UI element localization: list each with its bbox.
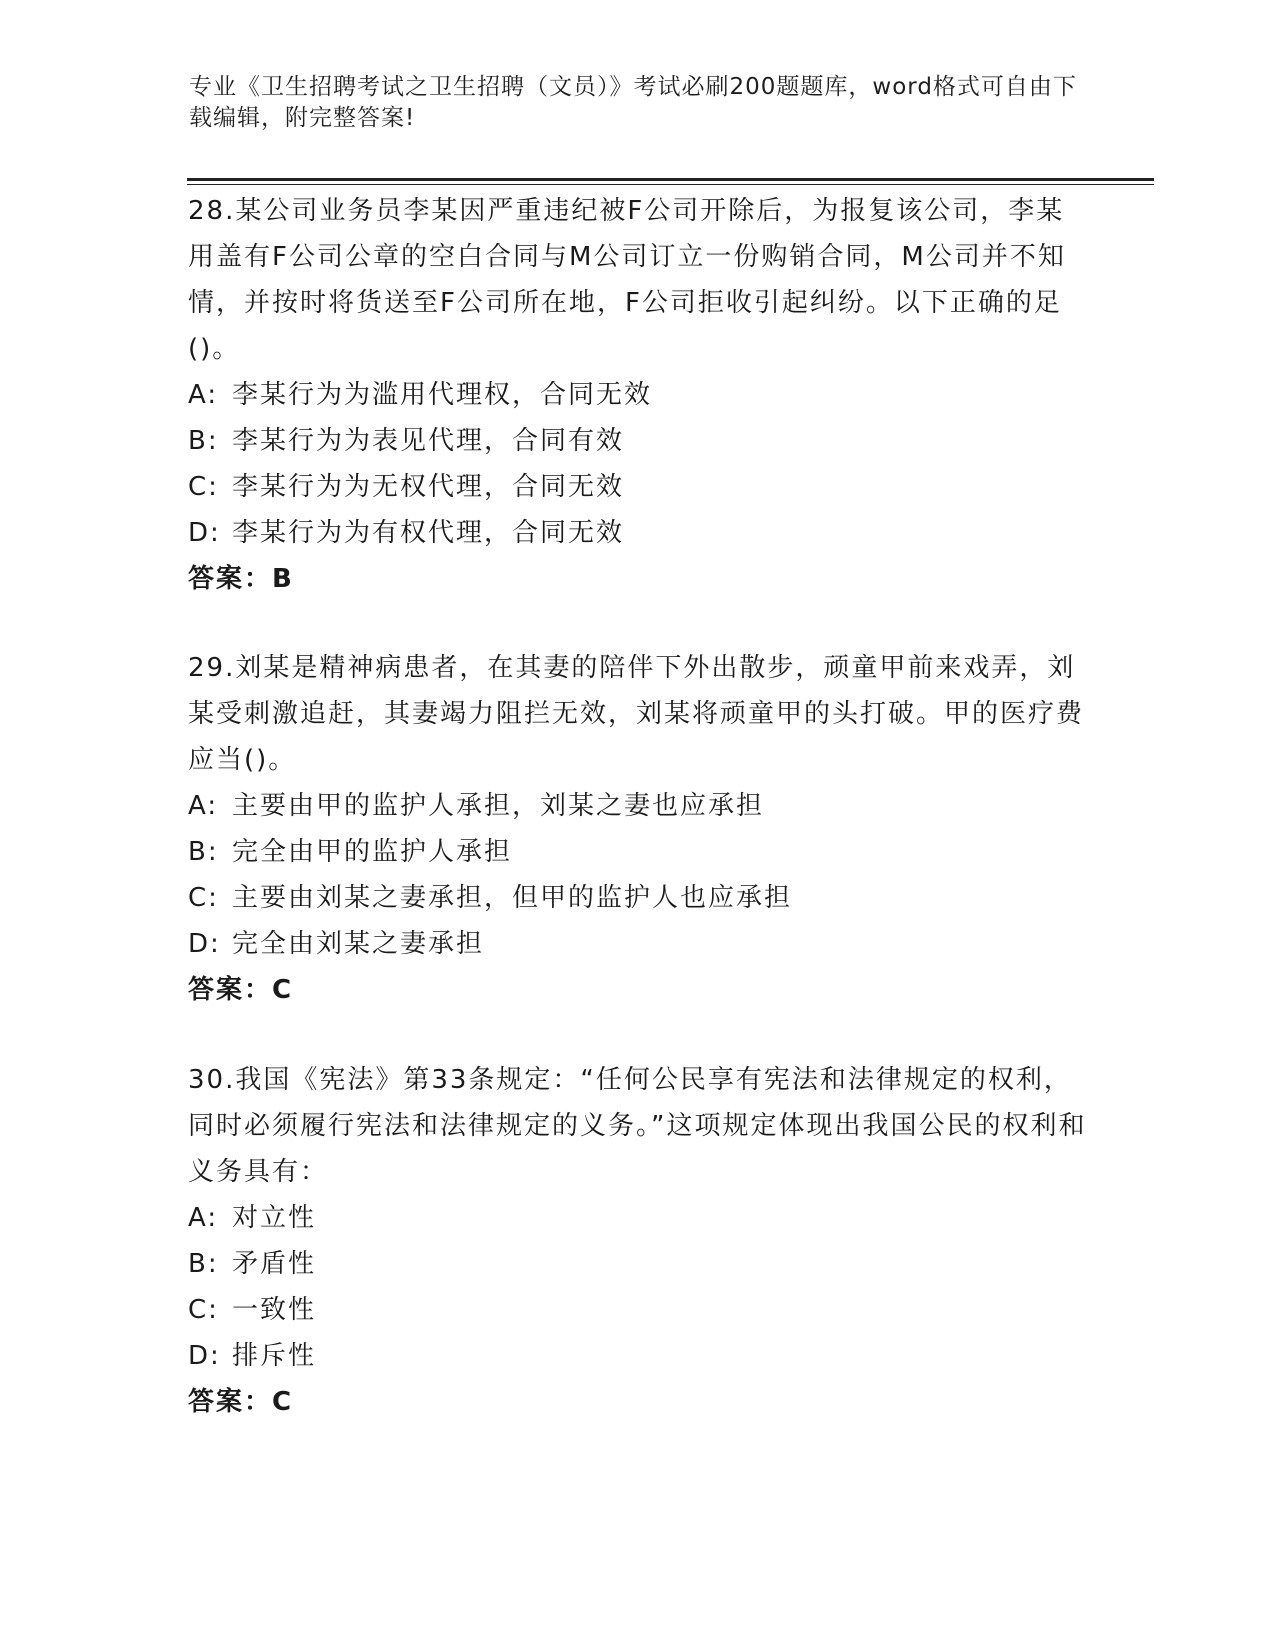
option-letter: C: bbox=[188, 883, 219, 913]
document-header: 专业《卫生招聘考试之卫生招聘（文员）》考试必刷200题题库，word格式可自由下载编辑，附完整答案! bbox=[189, 74, 1077, 131]
option-letter: C: bbox=[188, 472, 219, 502]
header-divider-thick bbox=[187, 178, 1154, 181]
option-a bbox=[188, 1195, 1088, 1241]
option-text: 一致性 bbox=[232, 1295, 317, 1325]
option-text: 排斥性 bbox=[232, 1341, 317, 1371]
option-text: 矛盾性 bbox=[232, 1249, 317, 1279]
option-text: 主要由甲的监护人承担，刘某之妻也应承担 bbox=[232, 791, 765, 821]
option-d bbox=[188, 1333, 1088, 1379]
option-c bbox=[188, 464, 1088, 510]
option-a bbox=[188, 783, 1088, 829]
option-letter: B: bbox=[188, 837, 219, 867]
option-a bbox=[188, 372, 1088, 418]
option-b bbox=[188, 418, 1088, 464]
option-letter: D: bbox=[188, 1341, 221, 1371]
option-letter: D: bbox=[188, 929, 221, 959]
question-29 bbox=[188, 645, 1088, 1013]
option-letter: D: bbox=[188, 518, 221, 548]
option-letter: A: bbox=[188, 1203, 219, 1233]
answer-line: 答案：B bbox=[188, 564, 294, 594]
option-c bbox=[188, 1287, 1088, 1333]
option-b bbox=[188, 829, 1088, 875]
option-text: 完全由甲的监护人承担 bbox=[232, 837, 513, 867]
option-letter: A: bbox=[188, 791, 219, 821]
question-30 bbox=[188, 1057, 1088, 1425]
option-c bbox=[188, 875, 1088, 921]
option-b bbox=[188, 1241, 1088, 1287]
option-text: 李某行为为无权代理，合同无效 bbox=[232, 472, 625, 502]
question-stem: 28.某公司业务员李某因严重违纪被F公司开除后，为报复该公司，李某用盖有F公司公章的空白合同与M公司订立一份购销合同，M公司并不知情，并按时将货送至F公司所在地，F公司拒收引起纠纷。以下正确的足()。 bbox=[188, 196, 1066, 364]
answer-line: 答案：C bbox=[188, 1387, 294, 1417]
question-28 bbox=[188, 188, 1088, 602]
option-d bbox=[188, 921, 1088, 967]
question-stem: 29.刘某是精神病患者，在其妻的陪伴下外出散步，顽童甲前来戏弄，刘某受刺激追赶，其妻竭力阻拦无效，刘某将顽童甲的头打破。甲的医疗费应当()。 bbox=[188, 653, 1085, 775]
option-letter: B: bbox=[188, 1249, 219, 1279]
header-divider-thin bbox=[187, 184, 1154, 185]
option-text: 李某行为为有权代理，合同无效 bbox=[232, 518, 625, 548]
option-text: 主要由刘某之妻承担，但甲的监护人也应承担 bbox=[232, 883, 793, 913]
option-letter: B: bbox=[188, 426, 219, 456]
option-text: 对立性 bbox=[232, 1203, 317, 1233]
option-text: 李某行为为表见代理，合同有效 bbox=[232, 426, 625, 456]
question-stem: 30.我国《宪法》第33条规定：“任何公民享有宪法和法律规定的权利，同时必须履行宪法和法律规定的义务。”这项规定体现出我国公民的权利和义务具有： bbox=[188, 1065, 1087, 1187]
option-text: 李某行为为滥用代理权，合同无效 bbox=[232, 380, 653, 410]
answer-line: 答案：C bbox=[188, 975, 294, 1005]
option-letter: C: bbox=[188, 1295, 219, 1325]
option-letter: A: bbox=[188, 380, 219, 410]
option-d bbox=[188, 510, 1088, 556]
option-text: 完全由刘某之妻承担 bbox=[232, 929, 485, 959]
